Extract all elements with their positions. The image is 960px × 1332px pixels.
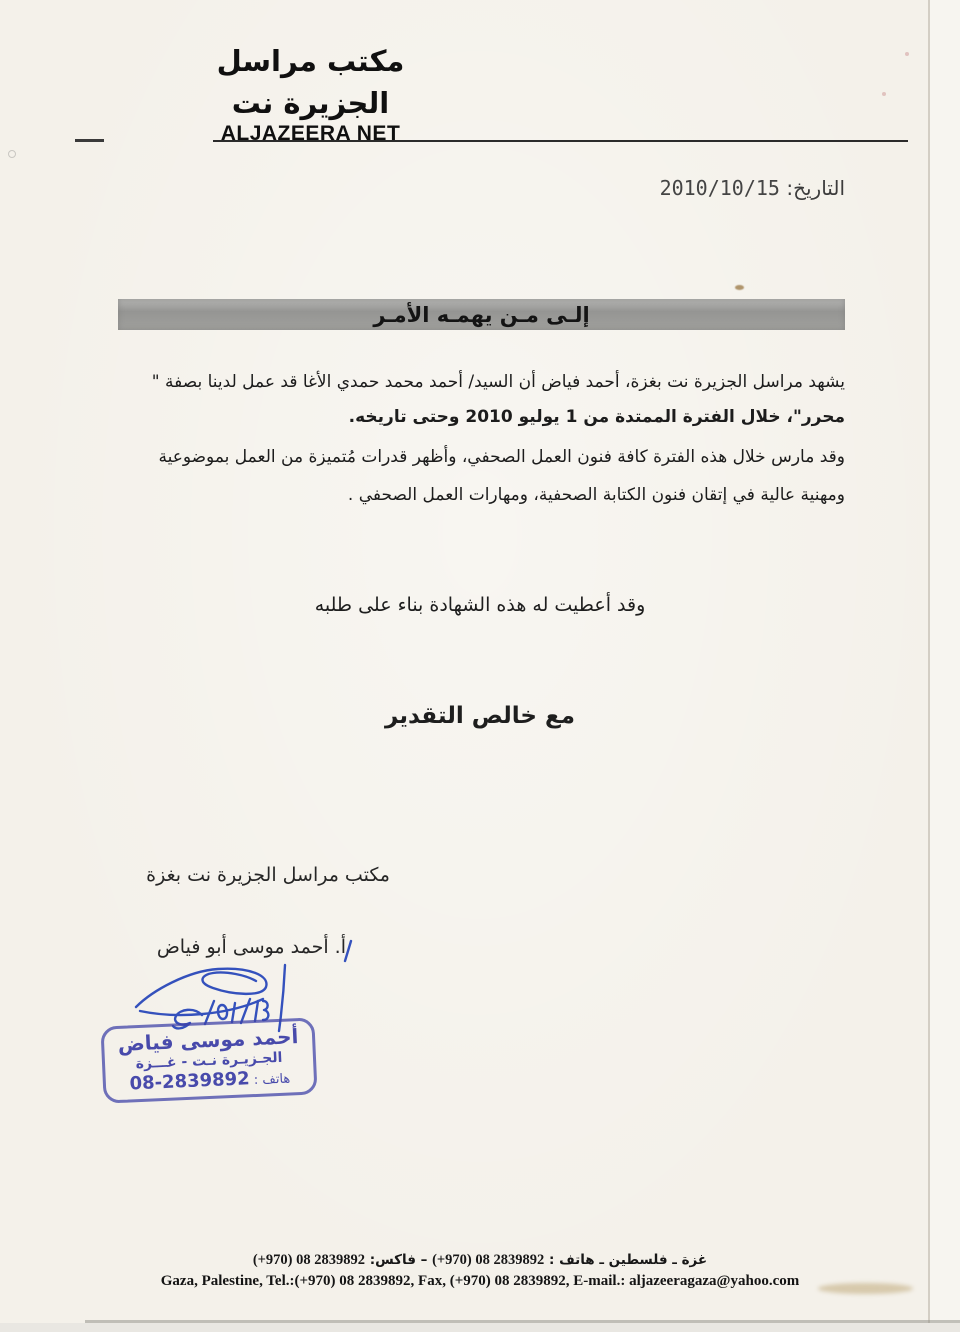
stamp-org: الجـزيـرة نـت - غـــزة <box>135 1049 283 1073</box>
date-row <box>660 176 845 200</box>
scan-speck <box>735 285 744 290</box>
ink-stamp <box>100 1017 317 1103</box>
body-line-4: ومهنية عالية في إتقان فنون الكتابة الصحفية، ومهارات العمل الصحفي . <box>347 485 845 505</box>
header-rule-dash <box>75 139 104 142</box>
office-title-line2: الجزيرة نت <box>231 86 390 120</box>
footer-ar-address: غزة ـ فلسطين ـ هاتف : <box>548 1252 708 1268</box>
regards-line: مع خالص التقدير <box>385 703 575 729</box>
scan-speck <box>8 150 16 158</box>
footer-tel-number: (+970) 08 2839892 <box>432 1252 545 1268</box>
signatory-name: أ. أحمد موسى أبو فياض <box>156 936 346 958</box>
stamp-name: أحمد موسى فياض <box>117 1024 299 1056</box>
scan-speck <box>905 52 909 56</box>
scan-bottom-strip <box>0 1323 960 1332</box>
stamp-phone-number: 08-2839892 <box>129 1068 251 1095</box>
subject-text: إلـى مـن يهمـه الأمـر <box>373 302 590 327</box>
date-label: التاريخ: <box>786 176 845 200</box>
footer-fax-number: (+970) 08 2839892 <box>252 1252 365 1268</box>
issued-on-request-line: وقد أعطيت له هذه الشهادة بناء على طلبه <box>314 594 646 616</box>
subject-bar <box>118 299 845 330</box>
stamp-phone-label: هاتف : <box>253 1071 291 1089</box>
paper-edge-strip <box>930 0 960 1332</box>
body-line-2: محرر"، خلال الفترة الممتدة من 1 يوليو 2010 وحتى تاريخه. <box>348 407 845 427</box>
scan-speck <box>882 92 886 96</box>
footer-ar-fax-label: – فاكس: <box>369 1252 428 1268</box>
scan-smudge <box>818 1283 913 1294</box>
date-value: 2010/10/15 <box>659 176 780 200</box>
footer-arabic <box>0 1252 960 1269</box>
office-signature-line: مكتب مراسل الجزيرة نت بغزة <box>146 864 390 886</box>
body-line-3: وقد مارس خلال هذه الفترة كافة فنون العمل الصحفي، وأظهر قدرات مُتميزة من العمل بموضوعية <box>158 447 845 467</box>
brand-name: ALJAZEERA NET <box>220 122 401 145</box>
office-title-line1: مكتب مراسل <box>216 44 405 78</box>
body-line-1: يشهد مراسل الجزيرة نت بغزة، أحمد فياض أن السيد/ أحمد محمد حمدي الأغا قد عمل لدينا بصفة " <box>151 372 845 392</box>
footer-english: Gaza, Palestine, Tel.:(+970) 08 2839892, Fax, (+970) 08 2839892, E-mail.: aljazeeragaza@yahoo.com <box>160 1273 800 1289</box>
